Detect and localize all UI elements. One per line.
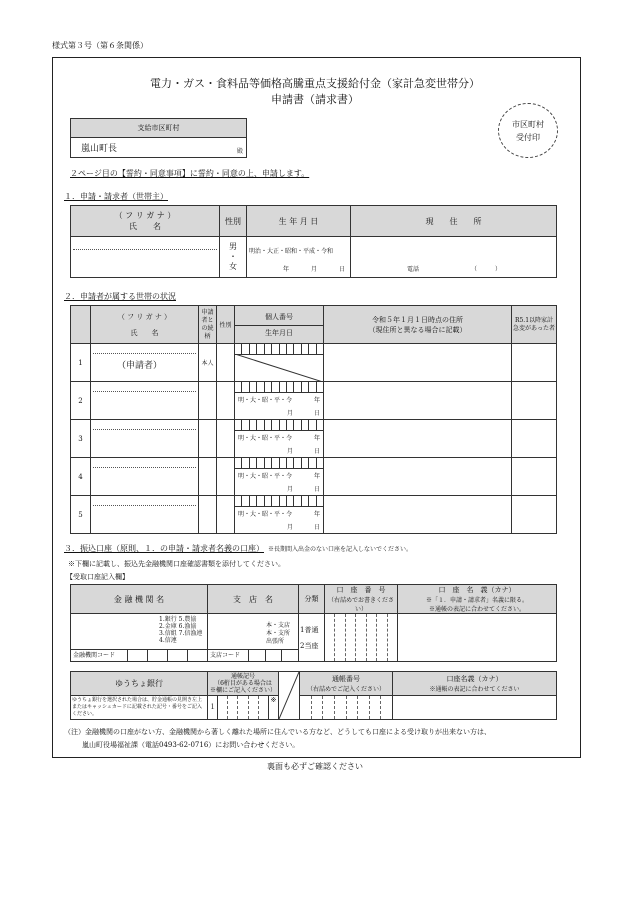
phone-label: 電話 [407, 266, 420, 273]
household-row: 3 明・大・昭・平・令 年 月 日 [71, 420, 557, 458]
instruction-text: ２ページ目の【誓約・同意事項】に誓約・同意の上、申請します。 [70, 169, 310, 178]
member-name-input[interactable] [91, 382, 199, 420]
applicant-table [70, 205, 557, 278]
bank-name-header: 金 融 機 関 名 [71, 585, 208, 614]
section3-note: ※下欄に記載し、振込先金融機関口座確認書類を添付してください。 [68, 560, 285, 568]
household-row: 1 （申請者） 本人 [71, 344, 557, 382]
type-header: 分類 [299, 585, 325, 614]
r5-header: R5.1以降家計急変があった者 [512, 306, 557, 344]
account-bracket-label: 【受取口座記入欄】 [66, 573, 129, 581]
bank-code-label: 金融機関コード [73, 652, 116, 659]
municipality-value: 嵐山町長 [81, 144, 118, 154]
member-address-input[interactable] [324, 496, 512, 534]
relation-input[interactable] [199, 420, 217, 458]
municipality-box [70, 118, 247, 158]
municipality-label: 支給市区町村 [71, 119, 247, 138]
yucho-number-input[interactable] [300, 696, 393, 720]
address-input[interactable] [351, 237, 557, 278]
mynumber-input[interactable]: 明・大・昭・平・令 年 月 日 [235, 458, 324, 496]
relation-input[interactable] [199, 458, 217, 496]
r5-check[interactable] [512, 458, 557, 496]
applicant-furigana-input[interactable] [71, 237, 219, 249]
dob-label: 生 年 月 日 [247, 206, 351, 237]
footnote-line2: 嵐山町役場福祉課（電話0493-62-0716）にお問い合わせください。 [82, 741, 300, 749]
mynumber-input[interactable] [235, 344, 324, 382]
household-table: （ フ リ ガ ナ ） 氏 名 申請者との続柄 性別 個人番号 生年月日 令和５年１月１日時点の住所 （現住所と異なる場合に記載） R5.1以降家計急変があった者 1 （申請者） 本人 2 明・大・昭・平・令 年 月 日 3 明・大・昭・平・令 年 月 日 4 明・大・昭・平・令 年 月 日 5 明・大・昭・平・令 年 月 日 [70, 305, 557, 534]
branch-name-input[interactable]: 本・支店 本・支所 出張所 支店コード [208, 614, 299, 662]
section2-title: ２．申請者が属する世帯の状況 [64, 292, 176, 301]
phone-paren: （ ） [471, 266, 502, 273]
footnote-line1: （注）金融機関の口座がない方、金融機関から著しく離れた場所に住んでいる方など、どうしても口座による受け取りが出来ない方は、 [64, 728, 491, 736]
gender-input[interactable] [217, 382, 235, 420]
name-label: 氏 名 [129, 222, 161, 231]
applicant-name-input[interactable] [71, 250, 219, 277]
gender-label: 性別 [220, 206, 247, 237]
branch-code-label: 支店コード [210, 652, 241, 659]
yucho-table: ゆうちょ銀行 通帳記号 （6桁目がある場合は ※欄にご記入ください） 通帳番号 （右詰めでご記入ください） 口座名義（カナ） ※通帳の表記に合わせてください ゆうちょ銀行を選択された場合は、貯金通帳の見開き左上またはキャッシュカードに記載された記号・番号をご記入ください。 １ ※ [70, 671, 557, 720]
branch-name-header: 支 店 名 [208, 585, 299, 614]
member-address-input[interactable] [324, 382, 512, 420]
account-number-input[interactable] [325, 614, 398, 662]
member-name-input[interactable] [91, 344, 199, 382]
section1-title: １．申請・請求者（世帯主） [64, 192, 168, 201]
form-subtitle: 申請書（請求書） [271, 93, 359, 106]
member-address-input[interactable] [324, 420, 512, 458]
honnin-label: 本人 [199, 344, 217, 382]
mynumber-input[interactable]: 明・大・昭・平・令 年 月 日 [235, 382, 324, 420]
household-row: 4 明・大・昭・平・令 年 月 日 [71, 458, 557, 496]
household-row: 2 明・大・昭・平・令 年 月 日 [71, 382, 557, 420]
bank-account-table: 金 融 機 関 名 支 店 名 分類 口 座 番 号 （右詰めでお書きください） 口 座 名 義（カナ） ※「１．申請・請求者」名義に限る。 ※通帳の表記に合わせてください。 1.銀行 5.農協 2.金庫 6.漁協 3.信組 7.信漁連 4.信連 金融機関コード 本・支店 本・支所 出張所 支店コード 1普通 2当座 [70, 584, 557, 662]
relation-input[interactable] [199, 382, 217, 420]
form-number: 様式第３号（第６条関係） [52, 41, 148, 50]
back-note: 裏面も必ずご確認ください [267, 762, 363, 771]
gender-input[interactable] [217, 420, 235, 458]
member-name-input[interactable] [91, 496, 199, 534]
dob-header: 生年月日 [235, 325, 323, 338]
member-address-input[interactable] [324, 458, 512, 496]
account-holder-input[interactable] [398, 614, 557, 662]
mynumber-input[interactable]: 明・大・昭・平・令 年 月 日 [235, 420, 324, 458]
section3-title: ３．振込口座（原則、１．の申請・請求者名義の口座） ※長期間入出金のない口座を記入しないでください。 [64, 544, 413, 553]
member-name-input[interactable] [91, 420, 199, 458]
account-type-choice[interactable]: 1普通 2当座 [299, 614, 325, 662]
relation-input[interactable] [199, 496, 217, 534]
address-label: 現 住 所 [351, 206, 557, 237]
dob-input[interactable]: 明治・大正・昭和・平成・令和 年 月 日 [247, 237, 351, 278]
mynumber-header: 個人番号 [265, 312, 293, 321]
gender-input[interactable] [217, 458, 235, 496]
r5-check[interactable] [512, 420, 557, 458]
gender-choice[interactable]: 男 ・ 女 [220, 237, 247, 278]
r5-check[interactable] [512, 496, 557, 534]
yucho-description: ゆうちょ銀行を選択された場合は、貯金通帳の見開き左上またはキャッシュカードに記載された記号・番号をご記入ください。 [71, 696, 208, 720]
gender-input[interactable] [217, 496, 235, 534]
yucho-label: ゆうちょ銀行 [71, 672, 208, 696]
form-title: 電力・ガス・食料品等価格高騰重点支援給付金（家計急変世帯分） [150, 77, 480, 90]
furigana-label: （ フ リ ガ ナ ） [114, 211, 176, 220]
bank-name-input[interactable]: 1.銀行 5.農協 2.金庫 6.漁協 3.信組 7.信漁連 4.信連 金融機関コード [71, 614, 208, 662]
yucho-holder-input[interactable] [393, 696, 557, 720]
r5-check[interactable] [512, 382, 557, 420]
household-row: 5 明・大・昭・平・令 年 月 日 [71, 496, 557, 534]
member-address-input[interactable] [324, 344, 512, 382]
r5-check[interactable] [512, 344, 557, 382]
dono-label: 殿 [236, 148, 243, 155]
relation-header: 申請者との続柄 [199, 306, 217, 344]
member-name-input[interactable] [91, 458, 199, 496]
reception-stamp: 市区町村 受付印 [498, 103, 558, 158]
era-options: 明治・大正・昭和・平成・令和 [249, 248, 334, 255]
mynumber-input[interactable]: 明・大・昭・平・令 年 月 日 [235, 496, 324, 534]
gender-header: 性別 [217, 306, 235, 344]
applicant-mark: （申請者） [117, 361, 163, 371]
yucho-symbol-input[interactable]: １ ※ [208, 696, 279, 720]
